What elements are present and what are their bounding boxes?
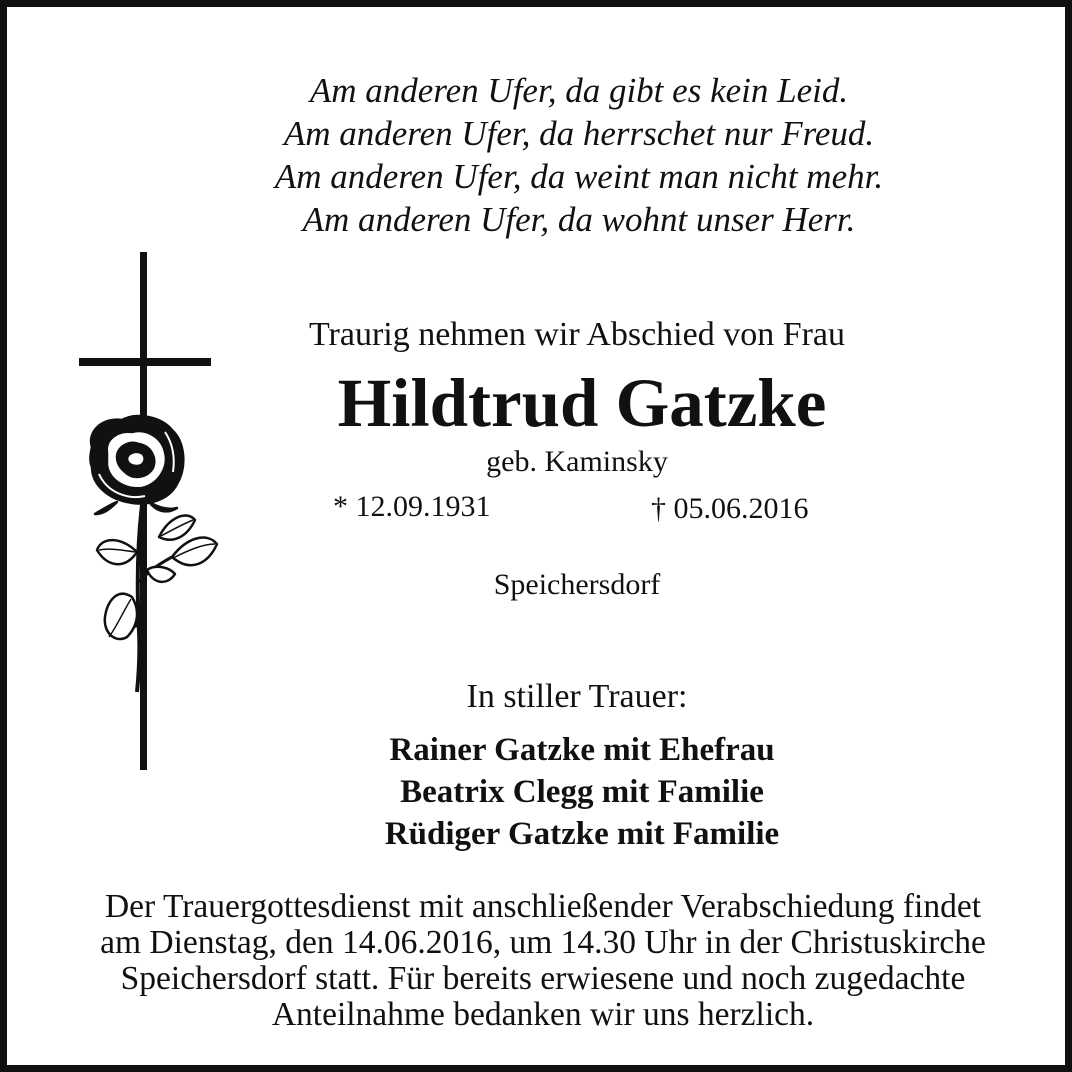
mourner: Beatrix Clegg mit Familie <box>400 774 764 810</box>
birth-date: * 12.09.1931 <box>333 490 491 523</box>
place-of-residence: Speichersdorf <box>493 568 661 601</box>
mourner: Rüdiger Gatzke mit Familie <box>384 816 780 852</box>
death-date: † 05.06.2016 <box>651 492 809 525</box>
service-line: Der Trauergottesdienst mit anschließender Verabschiedung findet <box>104 888 982 925</box>
poem-line: Am anderen Ufer, da weint man nicht mehr. <box>274 157 884 196</box>
mourner-list <box>257 729 907 855</box>
service-line: Anteilnahme bedanken wir uns herzlich. <box>271 996 815 1033</box>
intro-text: Traurig nehmen wir Abschied von Frau <box>308 316 846 353</box>
poem-line: Am anderen Ufer, da wohnt unser Herr. <box>302 200 856 239</box>
poem-line: Am anderen Ufer, da herrschet nur Freud. <box>283 114 875 153</box>
mourning-label: In stiller Trauer: <box>466 678 688 715</box>
service-line: Speichersdorf statt. Für bereits erwiesene und noch zugedachte <box>120 960 966 997</box>
service-line: am Dienstag, den 14.06.2016, um 14.30 Uhr in der Christuskirche <box>100 924 986 961</box>
deceased-name: Hildtrud Gatzke <box>337 365 827 441</box>
funeral-service-notice <box>27 889 1059 1033</box>
mourner: Rainer Gatzke mit Ehefrau <box>389 732 775 768</box>
rose-icon <box>90 416 217 692</box>
maiden-name: geb. Kaminsky <box>486 445 668 478</box>
cross-icon <box>77 252 219 774</box>
poem-line: Am anderen Ufer, da gibt es kein Leid. <box>309 71 849 110</box>
poem <box>7 69 1072 241</box>
